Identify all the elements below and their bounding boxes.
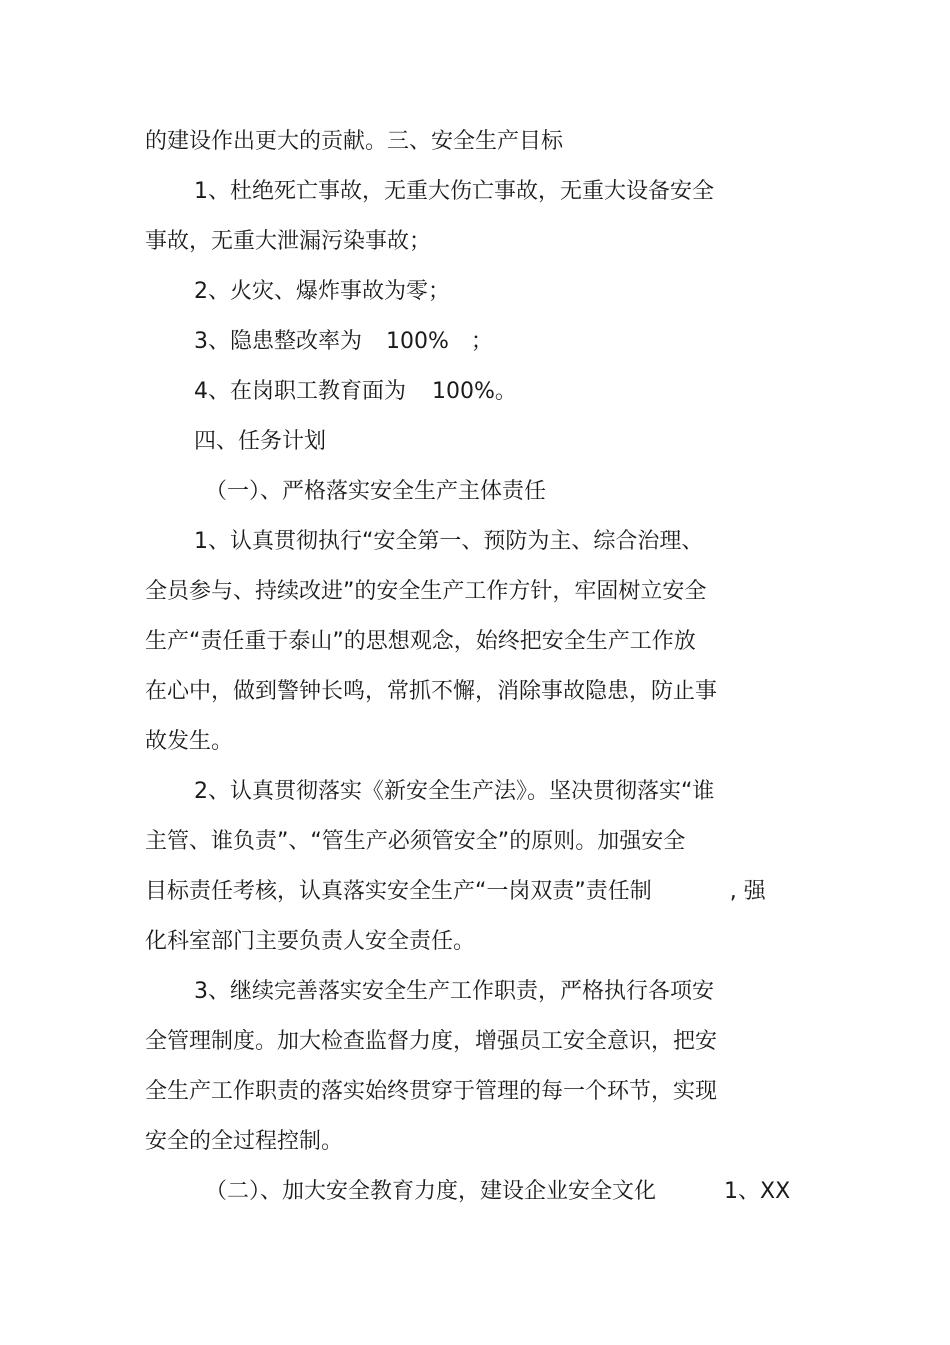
paragraph-line [194, 527, 703, 557]
text-run: 全员参与、持续改进”的安全生产工作方针，牢固树立安全 [145, 579, 707, 604]
text-run: 100% [386, 329, 449, 354]
paragraph-line [145, 827, 685, 857]
paragraph-line [145, 1027, 717, 1057]
text-run: 1、XX [724, 1179, 791, 1204]
paragraph-line [145, 877, 766, 907]
text-run: ； [470, 329, 493, 354]
goal-item-1-line-2 [145, 227, 431, 257]
text-run: 2、火灾、爆炸事故为零； [194, 279, 450, 304]
text-run: 主管、谁负责”、“管生产必须管安全”的原则。加强安全 [145, 829, 686, 854]
text-run: 事故，无重大泄漏污染事故； [145, 229, 432, 254]
text-run: 4、在岗职工教育面为 [194, 379, 406, 404]
text-run: 全管理制度。加大检查监督力度，增强员工安全意识，把安 [145, 1029, 718, 1054]
goal-item-4 [194, 377, 517, 407]
text-run: 故发生。 [145, 729, 234, 754]
text-run: 全生产工作职责的落实始终贯穿于管理的每一个环节，实现 [145, 1079, 718, 1104]
text-run: 安全的全过程控制。 [145, 1129, 344, 1154]
text-run: 100%。 [432, 379, 517, 404]
text-run: （一）、严格落实安全生产主体责任 [205, 479, 547, 504]
paragraph-line [194, 977, 714, 1007]
paragraph-line [145, 927, 475, 957]
text-run: 2、认真贯彻落实《新安全生产法》。坚决贯彻落实“谁 [194, 779, 715, 804]
text-run: 1、认真贯彻执行“安全第一、预防为主、综合治理、 [194, 529, 704, 554]
paragraph-line [145, 1127, 343, 1157]
subsection-heading-2 [205, 1177, 790, 1207]
text-run: 生产“责任重于泰山”的思想观念，始终把安全生产工作放 [145, 629, 696, 654]
text-run: （二）、加大安全教育力度，建设企业安全文化 [205, 1179, 657, 1204]
text-run: , 强 [729, 879, 766, 904]
text-run: 1、杜绝死亡事故，无重大伤亡事故，无重大设备安全 [194, 179, 714, 204]
paragraph-line [145, 577, 706, 607]
goal-item-2 [194, 277, 450, 307]
text-run: 3、隐患整改率为 [194, 329, 362, 354]
text-run: 目标责任考核，认真落实安全生产“一岗双责”责任制 [145, 879, 652, 904]
text-run: 在心中，做到警钟长鸣，常抓不懈，消除事故隐患，防止事 [145, 679, 718, 704]
paragraph-line [145, 677, 717, 707]
text-run: 化科室部门主要负责人安全责任。 [145, 929, 476, 954]
text-run: 的建设作出更大的贡献。三、安全生产目标 [145, 129, 564, 154]
section-heading-4 [194, 427, 326, 457]
text-run: 四、任务计划 [194, 429, 327, 454]
paragraph-line [145, 627, 696, 657]
paragraph-line [145, 727, 233, 757]
subsection-heading-1 [205, 477, 546, 507]
paragraph-line [194, 777, 714, 807]
goal-item-3 [194, 327, 493, 357]
text-run: 3、继续完善落实安全生产工作职责，严格执行各项安 [194, 979, 714, 1004]
paragraph-line [145, 127, 563, 157]
goal-item-1-line-1 [194, 177, 714, 207]
paragraph-line [145, 1077, 717, 1107]
